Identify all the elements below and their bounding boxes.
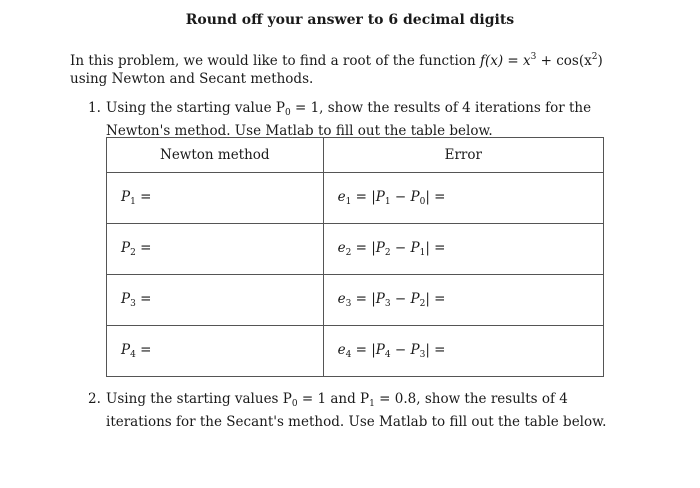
table-row <box>107 224 604 275</box>
question-2-number: 2. <box>88 391 101 407</box>
newton-table <box>106 137 604 377</box>
question-1-number: 1. <box>88 100 101 116</box>
table-row <box>107 326 604 377</box>
question-1 <box>88 99 628 140</box>
table-row <box>107 173 604 224</box>
header-newton-method: Newton method <box>107 138 324 173</box>
header-error: Error <box>323 138 603 173</box>
p-cell[interactable]: $P_4$ = <box>107 326 324 377</box>
intro-paragraph: In this problem, we would like to find a root of the function $f(x) = x^3 + \cos(x^2)$ using Newton and Secant methods. <box>70 52 603 87</box>
question-2-text: Using the starting values $P_0 = 1$ and $P_1 = 0.8$, show the results of 4 iterations for the Secant's method. Use Matlab to fill out the table below. <box>106 391 607 430</box>
error-cell[interactable]: $e_3 = |P_3 - P_2|$ = <box>323 275 603 326</box>
error-cell[interactable]: $e_1 = |P_1 - P_0|$ = <box>323 173 603 224</box>
page-title: Round off your answer to 6 decimal digits <box>185 12 515 28</box>
question-1-text: Using the starting value $P_0 = 1$, show the results of 4 iterations for the Newton's method. Use Matlab to fill out the table below. <box>106 100 592 139</box>
error-cell[interactable]: $e_2 = |P_2 - P_1|$ = <box>323 224 603 275</box>
table-row <box>107 275 604 326</box>
question-2 <box>88 390 628 431</box>
error-cell[interactable]: $e_4 = |P_4 - P_3|$ = <box>323 326 603 377</box>
p-cell[interactable]: $P_1$ = <box>107 173 324 224</box>
p-cell[interactable]: $P_2$ = <box>107 224 324 275</box>
p-cell[interactable]: $P_3$ = <box>107 275 324 326</box>
